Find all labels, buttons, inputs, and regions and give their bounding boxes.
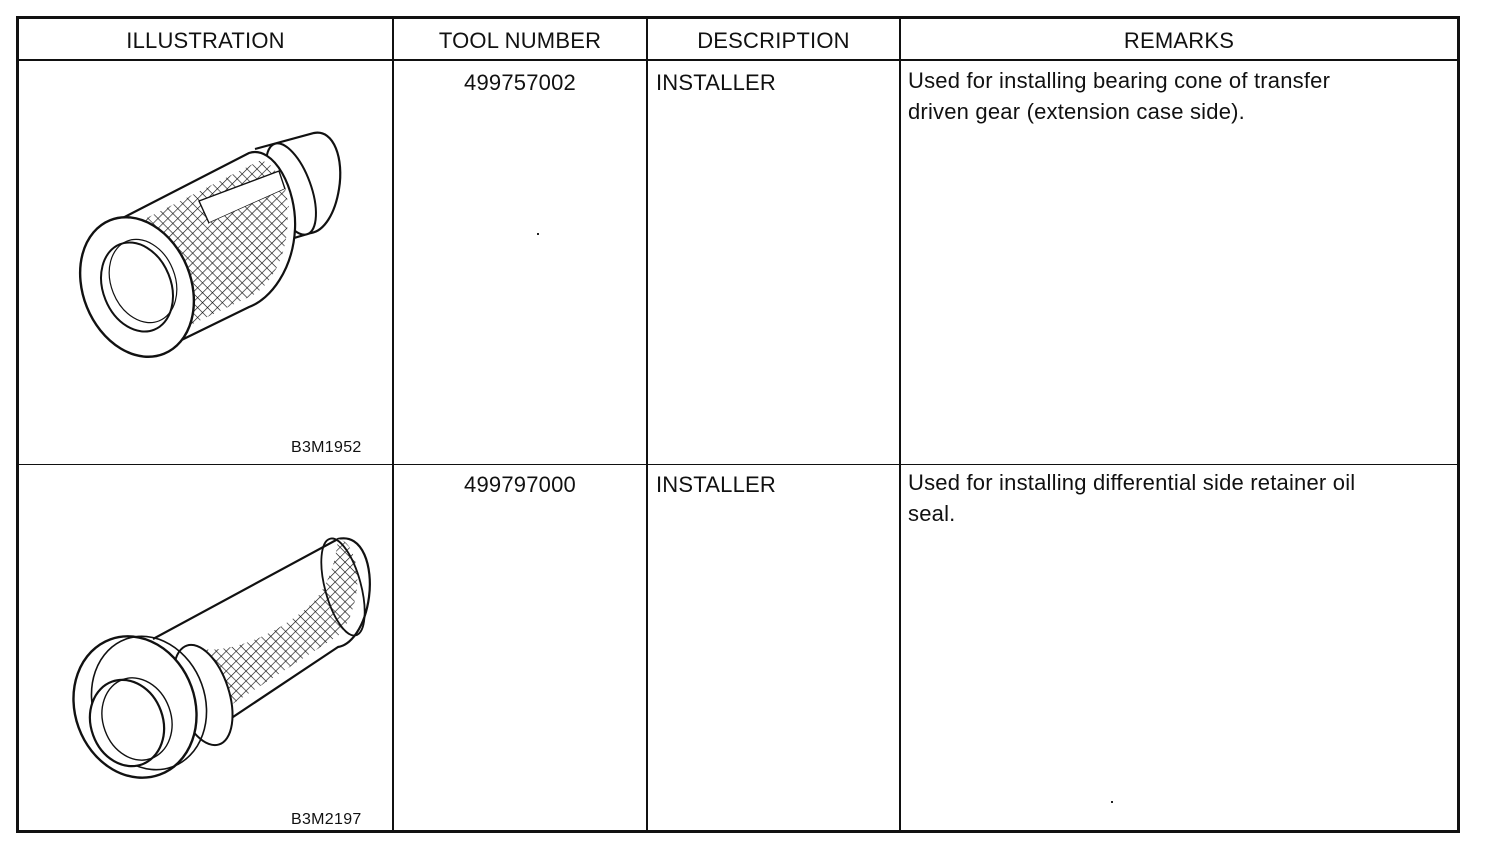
tool-number: 499797000	[464, 472, 576, 497]
remarks-line: Used for installing differential side retainer oil	[908, 470, 1356, 495]
tool-description: INSTALLER	[656, 70, 776, 95]
remarks-line: driven gear (extension case side).	[908, 99, 1245, 124]
header-tool-number: TOOL NUMBER	[438, 28, 602, 53]
remarks-line: seal.	[908, 501, 956, 526]
tool-number: 499757002	[464, 70, 576, 95]
column-divider	[392, 19, 394, 830]
scan-speck	[1111, 801, 1113, 803]
header-illustration: ILLUSTRATION	[126, 28, 285, 53]
row-divider	[19, 464, 1457, 465]
header-description: DESCRIPTION	[697, 28, 850, 53]
header-divider	[19, 59, 1457, 61]
flanged-oil-seal-installer-drawing-icon	[53, 527, 383, 787]
tool-description: INSTALLER	[656, 472, 776, 497]
header-remarks: REMARKS	[1123, 28, 1235, 53]
knurled-installer-drawing-icon	[59, 119, 359, 359]
tool-remarks	[908, 467, 1453, 529]
tool-remarks	[908, 65, 1453, 127]
scan-speck	[537, 233, 539, 235]
column-divider	[646, 19, 648, 830]
illustration-code: B3M1952	[291, 439, 362, 456]
special-tools-table	[16, 16, 1460, 833]
column-divider	[899, 19, 901, 830]
illustration-code: B3M2197	[291, 811, 362, 828]
remarks-line: Used for installing bearing cone of transfer	[908, 68, 1331, 93]
